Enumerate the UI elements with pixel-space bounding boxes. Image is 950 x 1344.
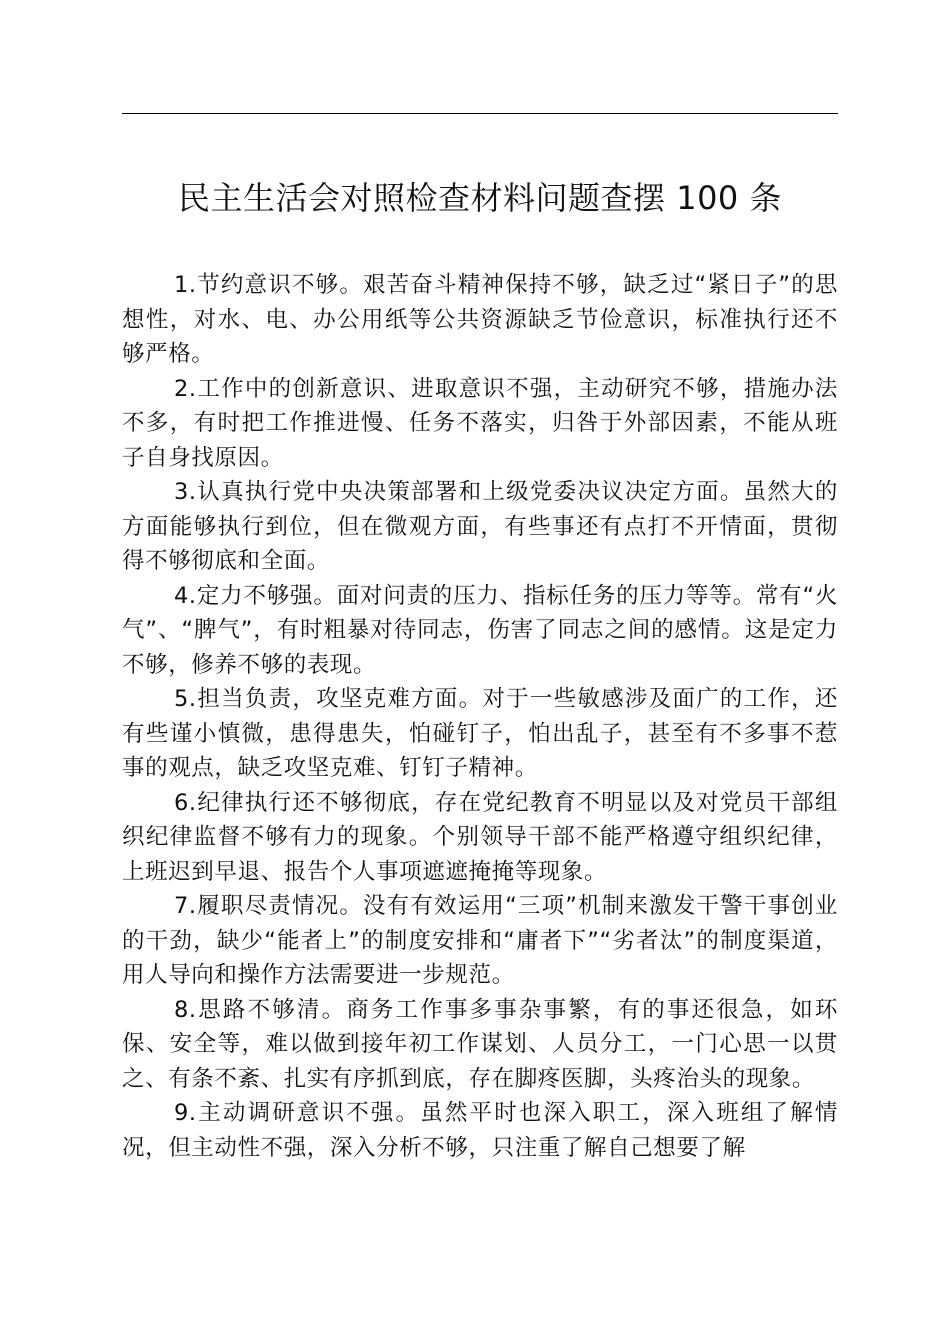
paragraph-3: 3.认真执行党中央决策部署和上级党委决议决定方面。虽然大的方面能够执行到位，但在微观方面，有些事还有点打不开情面，贯彻得不够彻底和全面。 — [122, 479, 838, 574]
paragraph-7: 7.履职尽责情况。没有有效运用“三项”机制来激发干警干事创业的干劲，缺少“能者上”的制度安排和“庸者下”“劣者汰”的制度渠道，用人导向和操作方法需要进一步规范。 — [122, 893, 838, 988]
paragraph-4: 4.定力不够强。面对问责的压力、指标任务的压力等等。常有“火气”、“脾气”，有时粗暴对待同志，伤害了同志之间的感情。这是定力不够，修养不够的表现。 — [122, 582, 838, 678]
paragraph-9: 9.主动调研意识不强。虽然平时也深入职工，深入班组了解情况，但主动性不强，深入分析不够，只注重了解自己想要了解 — [122, 1100, 838, 1161]
paragraph-2: 2.工作中的创新意识、进取意识不强，主动研究不够，措施办法不多，有时把工作推进慢、任务不落实，归咎于外部因素，不能从班子自身找原因。 — [122, 375, 838, 471]
paragraph-8: 8.思路不够清。商务工作事多事杂事繁，有的事还很急，如环保、安全等，难以做到接年初工作谋划、人员分工，一门心思一以贯之、有条不紊、扎实有序抓到底，存在脚疼医脚，头疼治头的现象。 — [122, 996, 838, 1092]
header-rule — [122, 113, 838, 114]
paragraph-1: 1.节约意识不够。艰苦奋斗精神保持不够，缺乏过“紧日子”的思想性，对水、电、办公用纸等公共资源缺乏节俭意识，标准执行还不够严格。 — [122, 272, 838, 367]
document-body — [122, 268, 838, 1165]
document-title: 民主生活会对照检查材料问题查摆 100 条 — [178, 179, 782, 217]
paragraph-6: 6.纪律执行还不够彻底，存在党纪教育不明显以及对党员干部组织纪律监督不够有力的现象。个别领导干部不能严格遵守组织纪律，上班迟到早退、报告个人事项遮遮掩掩等现象。 — [122, 789, 838, 885]
paragraph-5: 5.担当负责，攻坚克难方面。对于一些敏感涉及面广的工作，还有些谨小慎微，患得患失，怕碰钉子，怕出乱子，甚至有不多事不惹事的观点，缺乏攻坚克难、钉钉子精神。 — [122, 686, 838, 781]
